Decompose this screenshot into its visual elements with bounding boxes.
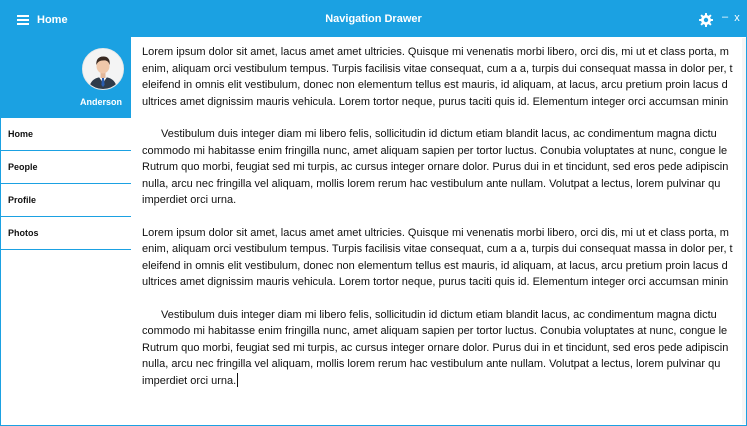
text-line: enim, aliquam orci vestibulum tempus. Turpis facilisis vitae consequat, cum a a, turpis dui consequat massa in dolor per, t (142, 243, 733, 255)
paragraph (142, 44, 746, 110)
nav-list (1, 118, 131, 250)
nav-item-label: Photos (8, 228, 39, 238)
text-line: enim, aliquam orci vestibulum tempus. Turpis facilisis vitae consequat, cum a a, turpis dui consequat massa in dolor per, t (142, 62, 733, 75)
text-line: commodo mi habitasse enim fringilla nunc, amet aliquam sapien per tortor luctus. Conubia voluptates at nunc, congue le (142, 325, 728, 337)
text-line: Lorem ipsum dolor sit amet, lacus amet amet ultricies. Quisque mi venenatis morbi libero, orci dis, mi ut et class porta, m (142, 46, 729, 58)
text-line: nulla, arcu nec fringilla vel aliquam, mollis lorem rerum hac vestibulum ante nullam. Volutpat a lectus, lorem pulvinar qu (142, 358, 721, 370)
avatar[interactable] (82, 48, 124, 90)
nav-item-profile[interactable] (1, 184, 131, 217)
user-portrait-icon (83, 49, 123, 89)
text-line: Lorem ipsum dolor sit amet, lacus amet amet ultricies. Quisque mi venenatis morbi libero, orci dis, mi ut et class porta, m (142, 226, 729, 239)
text-line-last (142, 373, 746, 390)
text-line: Vestibulum duis integer diam mi libero felis, sollicitudin id dictum etiam blandit lacus, ac condimentum magna dictu (161, 128, 717, 140)
nav-item-home[interactable] (1, 118, 131, 151)
paragraph (142, 126, 746, 209)
text-line-content: imperdiet orci urna. (142, 374, 237, 387)
close-button[interactable]: x (734, 12, 740, 24)
text-line: Rutrum quo morbi, feugiat sed mi turpis, ac cursus integer ornare dolor. Purus dui in et tincidunt, sed eros pede adipiscin (142, 161, 729, 173)
text-editor-area[interactable] (142, 44, 746, 424)
gear-icon[interactable] (699, 13, 713, 27)
nav-item-photos[interactable] (1, 217, 131, 250)
text-line: eleifend in omnis elit vestibulum, donec non elementum tellus est mauris, id aliquam, at lacus, arcu pretium proin lacus d (142, 259, 728, 272)
text-line: ultrices amet dignissim mauris vehicula. Lorem tortor neque, purus taciti quis id. Elementum integer orci accumsan minin (142, 95, 729, 108)
text-line: Vestibulum duis integer diam mi libero felis, sollicitudin id dictum etiam blandit lacus, ac condimentum magna dictu (161, 308, 717, 321)
navigation-drawer (1, 37, 131, 425)
nav-item-label: Profile (8, 195, 37, 205)
current-page-title: Home (37, 14, 68, 26)
profile-name: Anderson (79, 97, 122, 107)
nav-item-label: People (8, 162, 38, 172)
text-line: nulla, arcu nec fringilla vel aliquam, mollis lorem rerum hac vestibulum ante nullam. Volutpat a lectus, lorem pulvinar qu (142, 177, 721, 190)
text-caret (237, 373, 238, 387)
nav-item-label: Home (8, 129, 34, 139)
app-title: Navigation Drawer (325, 13, 422, 25)
paragraph (142, 307, 746, 390)
text-line: imperdiet orci urna. (142, 194, 237, 206)
vertical-scrollbar[interactable] (742, 38, 746, 424)
paragraph (142, 225, 746, 291)
text-line: commodo mi habitasse enim fringilla nunc, amet aliquam sapien per tortor luctus. Conubia voluptates at nunc, congue le (142, 144, 728, 157)
text-line: Rutrum quo morbi, feugiat sed mi turpis, ac cursus integer ornare dolor. Purus dui in et tincidunt, sed eros pede adipiscin (142, 341, 729, 354)
text-line: ultrices amet dignissim mauris vehicula. Lorem tortor neque, purus taciti quis id. Elementum integer orci accumsan minin (142, 276, 729, 288)
text-line: eleifend in omnis elit vestibulum, donec non elementum tellus est mauris, id aliquam, at lacus, arcu pretium proin lacus d (142, 79, 728, 91)
minimize-button[interactable]: – (721, 11, 729, 23)
profile-header (1, 37, 131, 118)
nav-item-people[interactable] (1, 151, 131, 184)
title-bar (1, 1, 746, 37)
